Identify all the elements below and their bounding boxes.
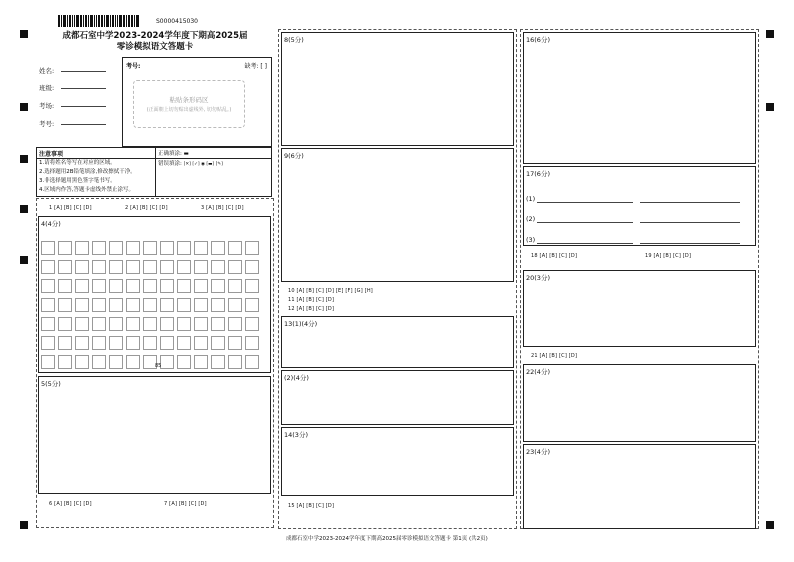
room-label: 考场: <box>39 102 55 110</box>
correct-fill-mark: ▬ <box>183 151 189 157</box>
answer-box-q14[interactable] <box>281 427 514 496</box>
exam-number-box <box>122 57 272 147</box>
notice-item: 3.非选择题用黑色签字笔书写。 <box>39 178 116 184</box>
notice-box <box>36 147 272 197</box>
wrong-fill-text: 错误填涂: <box>158 161 182 167</box>
q9-label: 9(6分) <box>284 152 304 160</box>
title-line-2: 零诊模拟语文答题卡 <box>116 42 194 52</box>
choice-q21[interactable]: 21 [A] [B] [C] [D] <box>531 353 578 359</box>
q5-label: 5(5分) <box>41 380 61 388</box>
absent-checkbox[interactable]: 缺考: [ ] <box>244 63 267 70</box>
q8-label: 8(5分) <box>284 36 304 44</box>
choice-q15[interactable]: 15 [A] [B] [C] [D] <box>288 503 335 509</box>
answer-box-q5[interactable] <box>38 376 271 494</box>
barcode-paste-title: 粘贴条形码区 <box>169 96 209 104</box>
q20-label: 20(3分) <box>526 274 550 282</box>
answer-box-q22[interactable] <box>523 364 756 442</box>
notice-vdivider <box>155 148 156 196</box>
choice-q1[interactable]: 1 [A] [B] [C] [D] <box>49 205 92 211</box>
choice-q7[interactable]: 7 [A] [B] [C] [D] <box>164 501 207 507</box>
correct-fill-label <box>158 149 189 157</box>
timing-mark <box>766 521 774 529</box>
answer-box-q17[interactable] <box>523 166 756 246</box>
barcode-paste-area <box>133 80 245 128</box>
notice-list <box>39 159 136 195</box>
answer-box-q4[interactable] <box>38 216 271 373</box>
q4-word-count: 85 <box>155 363 162 369</box>
class-label: 班级: <box>39 84 55 92</box>
notice-item: 4.区域内作答,答题卡虚线外禁止涂写。 <box>39 187 134 193</box>
answer-box-q20[interactable] <box>523 270 756 347</box>
choice-q10[interactable]: 10 [A] [B] [C] [D] [E] [F] [G] [H] <box>288 288 373 294</box>
q17-3-line-a[interactable] <box>537 243 633 244</box>
exam-number-label: 考号: <box>126 63 141 70</box>
notice-item: 1.请将姓名等写在对应的区域。 <box>39 160 116 166</box>
timing-mark <box>766 30 774 38</box>
name-input[interactable] <box>61 71 106 72</box>
notice-title: 注意事项 <box>39 151 64 158</box>
timing-mark <box>766 103 774 111</box>
timing-mark <box>20 155 28 163</box>
answer-box-q9[interactable] <box>281 148 514 282</box>
name-label: 姓名: <box>39 67 55 75</box>
barcode <box>58 15 140 27</box>
timing-mark <box>20 205 28 213</box>
answer-box-q13-2[interactable] <box>281 370 514 425</box>
answer-box-q16[interactable] <box>523 32 756 164</box>
timing-mark <box>20 103 28 111</box>
room-input[interactable] <box>61 106 106 107</box>
q23-label: 23(4分) <box>526 448 550 456</box>
choice-q12[interactable]: 12 [A] [B] [C] [D] <box>288 306 335 312</box>
q4-writing-grid[interactable] <box>41 241 259 369</box>
choice-q3[interactable]: 3 [A] [B] [C] [D] <box>201 205 244 211</box>
page-footer: 成都石室中学2023-2024学年度下期高2025届零诊模拟语文答题卡 第1页 (共2页) <box>286 536 488 542</box>
q13-2-label: (2)(4分) <box>284 374 309 382</box>
q17-2-line-a[interactable] <box>537 222 633 223</box>
choice-q2[interactable]: 2 [A] [B] [C] [D] <box>125 205 168 211</box>
q13-1-label: 13(1)(4分) <box>284 320 318 328</box>
q17-item-label: (1) <box>526 195 536 203</box>
notice-item: 2.选择题用2B铅笔填涂,修改擦拭干净。 <box>39 169 136 175</box>
page-title <box>40 31 270 53</box>
q17-3-line-b[interactable] <box>640 243 740 244</box>
q17-label: 17(6分) <box>526 170 550 178</box>
choice-q19[interactable]: 19 [A] [B] [C] [D] <box>645 253 692 259</box>
wrong-fill-label <box>158 159 223 167</box>
answer-box-q23[interactable] <box>523 444 756 529</box>
timing-mark <box>20 521 28 529</box>
barcode-id: S0000415030 <box>156 18 198 25</box>
timing-mark <box>20 30 28 38</box>
q17-1-line-b[interactable] <box>640 202 740 203</box>
choice-q18[interactable]: 18 [A] [B] [C] [D] <box>531 253 578 259</box>
number-input[interactable] <box>61 124 106 125</box>
q17-1-line-a[interactable] <box>537 202 633 203</box>
number-label: 考号: <box>39 120 55 128</box>
barcode-paste-hint: (正面朝上切勿贴出虚线外, 切勿贴乱。) <box>146 107 232 113</box>
answer-box-q13-1[interactable] <box>281 316 514 368</box>
q22-label: 22(4分) <box>526 368 550 376</box>
q14-label: 14(3分) <box>284 431 308 439</box>
choice-q6[interactable]: 6 [A] [B] [C] [D] <box>49 501 92 507</box>
class-input[interactable] <box>61 88 106 89</box>
title-line-1: 成都石室中学2023-2024学年度下期高2025届 <box>62 31 248 41</box>
q4-label: 4(4分) <box>41 220 61 228</box>
q16-label: 16(6分) <box>526 36 550 44</box>
wrong-fill-marks: [✕] [✓] ◉ [▬] [✎] <box>183 162 223 167</box>
timing-mark <box>20 256 28 264</box>
q17-2-line-b[interactable] <box>640 222 740 223</box>
q17-item-label: (2) <box>526 215 536 223</box>
choice-q11[interactable]: 11 [A] [B] [C] [D] <box>288 297 335 303</box>
correct-fill-text: 正确填涂: <box>158 151 182 157</box>
answer-box-q8[interactable] <box>281 32 514 146</box>
q17-item-label: (3) <box>526 236 536 244</box>
